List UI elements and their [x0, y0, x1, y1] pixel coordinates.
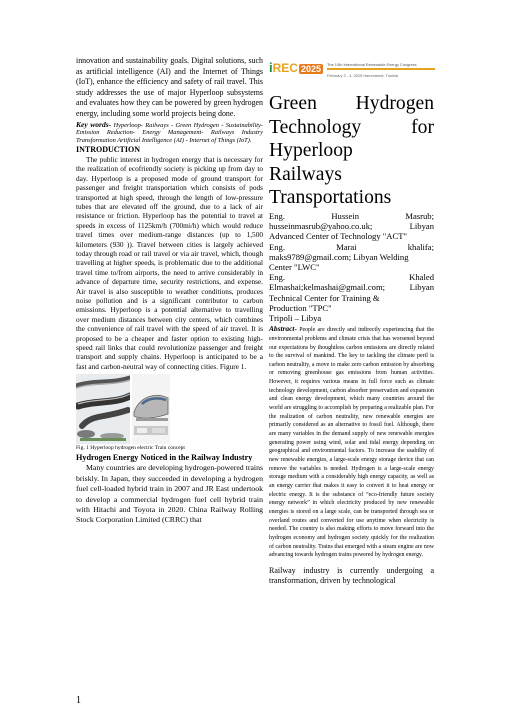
- figure-caption: Fig. 1 Hyperloop hydrogen electric Train concept: [76, 445, 185, 452]
- author-1-affiliation: Advanced Center of Technology "ACT": [269, 231, 407, 242]
- title-word-hydrogen: Hydrogen: [355, 93, 434, 114]
- abstract-text: People are directly and indirectly experiencing that the environmental problems and climate crisis that has worsened beyond our expectations by thoughtless carbon emissions are directly related to the survival of mankind. The key to tackling the climate peril is carbon neutrality, a move to make zero carbon emission by absorbing or removing greenhouse gas emissions from human activities. However, it requires various means in full force such as climate technology development, carbon absorber preservation and expansion and clean energy development, which many countries around the world are struggling to accomplish by preparing a realizable plan. For the realization of carbon neutrality, new renewable energies are primarily considered as an alternative to fossil fuel. Although, there are many variables in the demand supply of new renewable energies generating power using wind, solar and tidal energy depending on geographical and environmental factors. To increase the usability of new renewable energies, a large-scale energy storage device that can remove the variables is needed. Hydrogen is a large-scale energy storage medium with a considerably high energy capacity, as well as an energy carrier that makes it easy to convert it to heat energy or electric energy. It is the substance of “eco-friendly future society energy network” in which electricity produced by new renewable energies is stored on a large scale, can be transported through sea or overland routes and converted for use anytime when electricity is needed. The country is also making efforts to move forward into the hydrogen economy and hydrogen society quickly for the realization of carbon neutrality. Trains that emerged with a steam engine are now advancing towards hydrogen trains powered by hydrogen energy.: [269, 327, 434, 559]
- author-3-affiliation-1: Technical Center for Training &: [269, 292, 380, 303]
- introduction-heading: INTRODUCTION: [76, 144, 141, 154]
- author-location: Tripoli – Libya: [269, 313, 322, 323]
- right-column: [269, 60, 434, 585]
- intro-continuation: innovation and sustainability goals. Digital solutions, such as artificial intelligence (AI) and the Internet of Things (IoT), enhance the efficiency and safety of rail travel. This study addresses the use of major Hyperloop subsystems and evaluates how they can be powered by green hydrogen energy, including some world projects being done.: [76, 56, 263, 118]
- title-word-railways: Railways: [269, 163, 342, 185]
- abstract: [269, 325, 434, 560]
- hyperloop-tube-illustration: [76, 374, 130, 444]
- author-2-email: maks9789@gmail.com; Libyan Welding: [269, 251, 409, 262]
- title-word-for: for: [411, 116, 434, 138]
- introduction-body: The public interest in hydrogen energy that is necessary for the realization of ecofriendly society is picking up from day to day. Hyperloop is a proposed mode of ground transport for passenger and freight transportation which consists of pods transported at high speed, through the length of low-pressure tubes that are elevated off the ground, due to a lack of air resistance or friction. Hyperloop has the potential to travel at speeds in excess of 1125km/h (700mi/h) which would reduce travel times over medium-range distances (up to 1,500 kilometers (930 )). Travel between cities is largely achieved today through road or rail travel or via air travel, which, though travelling at higher speeds, is problematic due to the additional travel time to/from airports, the need to arrive considerably in advance of departure time, security restrictions, and expense. Air travel is also susceptible to weather conditions, produces noise pollution and is a significant contributor to carbon emissions. Hyperloop is a potential alternative to travelling over medium distances between city centers, which combines the convenience of rail travel with the speed of air travel. It is proposed to be a cheaper and faster option to existing high-speed rail links that could revolutionize passenger and freight transport and supply chains. Hyperloop is anticipated to be a fast and carbon-neutral way of connecting cities. Figure 1.: [76, 154, 263, 371]
- conference-name: The 10th International Renewable Energy Congress: [327, 62, 417, 67]
- title-word-transportations: Transportations: [269, 187, 392, 209]
- figure-panel-capsule: [132, 374, 170, 444]
- hyperloop-figure: [76, 374, 263, 444]
- keywords-label: Key words-: [76, 119, 112, 129]
- author-2-name: Eng. Marai khalifa;: [269, 241, 434, 252]
- author-1-name: Eng. Hussein Masrub;: [269, 210, 434, 221]
- logo-i: i: [269, 60, 273, 75]
- logo-year: 2025: [300, 64, 321, 74]
- keywords: [76, 121, 263, 145]
- figure-panel-tubes: [76, 374, 130, 444]
- abstract-label: Abstract-: [269, 324, 297, 334]
- authors-block: [269, 211, 434, 323]
- section-body: Many countries are developing hydrogen-powered trains briskly. In Japan, they succeeded in developing a hydrogen fuel cell-loaded hybrid train in 2007 and JR East undertook to develop a commercial hydrogen fuel cell hybrid train with Hitachi and Toyota in 2020. China Railway Rolling Stock Corporation Limited (CRRC) that: [76, 463, 263, 525]
- title-word-hyperloop: Hyperloop: [269, 140, 353, 162]
- title-word-technology: Technology: [269, 116, 362, 138]
- left-column: [76, 56, 263, 526]
- logo-rec: REC: [272, 61, 298, 75]
- conference-header: [269, 60, 434, 88]
- author-3-affiliation-2: Production "TPC": [269, 302, 332, 313]
- author-1-email: husseinmasrub@yahoo.co.uk; Libyan: [269, 221, 434, 232]
- hyperloop-capsule-illustration: [132, 374, 170, 444]
- conference-accent-bar: [327, 68, 435, 70]
- conference-info: [327, 60, 435, 78]
- author-3-email: Elmashai;kelmashai@gmail.com; Libyan: [269, 282, 434, 293]
- page-number: 1: [76, 695, 81, 706]
- irec-logo: [269, 60, 323, 75]
- section-heading: Hydrogen Energy Noticed in the Railway Industry: [76, 453, 253, 463]
- title-word-green: Green: [269, 93, 317, 114]
- author-2-affiliation: Center "LWC": [269, 261, 320, 272]
- keywords-text: Hyperloop- Railways - Green Hydrogen - Sustainability- Emission Reduction- Energy Management- Railways Industry Transformation Artificial Intelligence (AI) - Internet of Things (IoT).: [76, 121, 263, 145]
- author-3-name: Eng. Khaled: [269, 272, 434, 283]
- conference-dates: February 2 - 4, 2025 Hammamet, Tunisia: [327, 73, 398, 78]
- paper-title: [269, 92, 434, 210]
- abstract-tail: Railway industry is currently undergoing a transformation, driven by technological: [269, 565, 434, 585]
